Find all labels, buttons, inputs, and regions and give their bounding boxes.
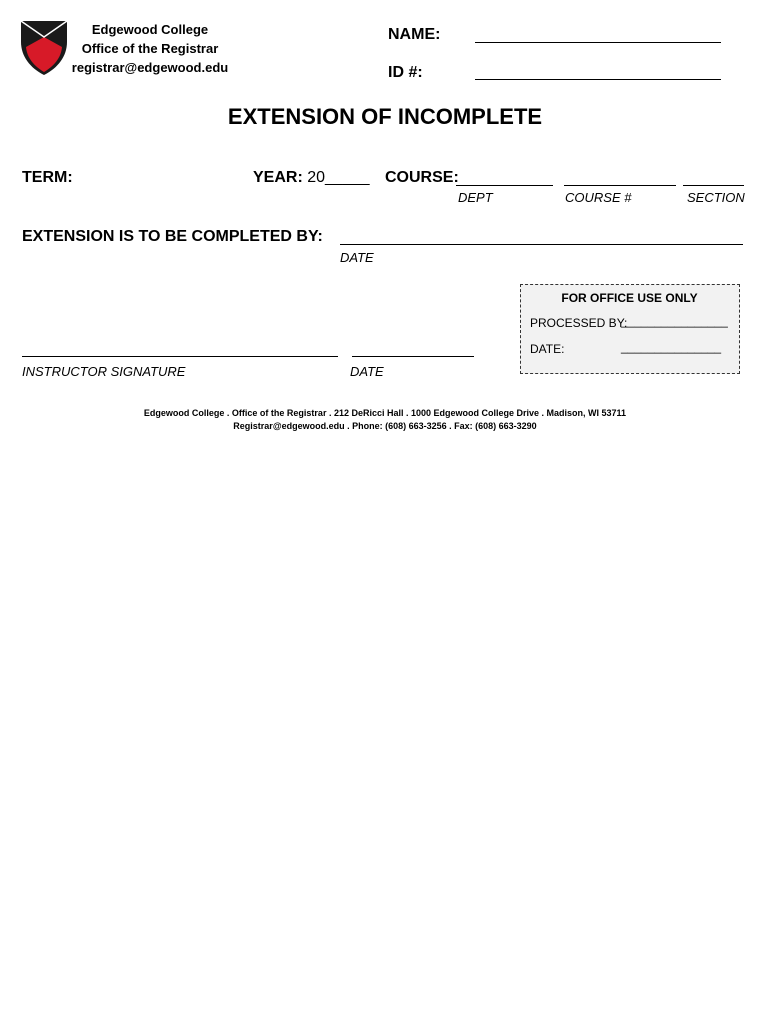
completed-by-date-field[interactable] xyxy=(340,244,743,245)
name-label: NAME: xyxy=(388,26,441,43)
office-date-label: DATE: xyxy=(530,342,565,356)
signature-date-caption: DATE xyxy=(350,364,384,379)
id-field[interactable] xyxy=(475,79,721,80)
year-blank: _____ xyxy=(325,169,370,186)
completed-by-label: EXTENSION IS TO BE COMPLETED BY: xyxy=(22,228,323,245)
section-field[interactable] xyxy=(683,185,744,186)
dept-caption: DEPT xyxy=(458,190,493,205)
office-use-box xyxy=(520,284,740,374)
course-label: COURSE: xyxy=(385,169,459,186)
year-field[interactable] xyxy=(253,169,370,187)
processed-by-field[interactable]: ________________ xyxy=(621,314,728,328)
instructor-signature-field[interactable] xyxy=(22,356,338,357)
signature-date-field[interactable] xyxy=(352,356,474,357)
id-label: ID #: xyxy=(388,64,423,81)
course-number-field[interactable] xyxy=(564,185,676,186)
completed-by-date-caption: DATE xyxy=(340,250,374,265)
office-date-field[interactable]: _______________ xyxy=(621,340,722,354)
dept-field[interactable] xyxy=(456,185,553,186)
footer-address: Edgewood College . Office of the Registrar . 212 DeRicci Hall . 1000 Edgewood College Drive . Madison, WI 53711 xyxy=(143,408,627,418)
office-name: Office of the Registrar xyxy=(81,41,219,56)
year-prefix: 20 xyxy=(307,169,326,186)
term-label: TERM: xyxy=(22,169,73,186)
name-field[interactable] xyxy=(475,42,721,43)
processed-by-label: PROCESSED BY: xyxy=(530,316,628,330)
office-email: registrar@edgewood.edu xyxy=(71,60,229,75)
form-title: EXTENSION OF INCOMPLETE xyxy=(227,104,543,129)
course-number-caption: COURSE # xyxy=(565,190,632,205)
college-name: Edgewood College xyxy=(91,22,209,37)
year-label: YEAR: xyxy=(253,169,303,186)
office-use-heading: FOR OFFICE USE ONLY xyxy=(561,291,698,305)
instructor-signature-caption: INSTRUCTOR SIGNATURE xyxy=(22,364,186,379)
college-header xyxy=(60,20,240,77)
section-caption: SECTION xyxy=(687,190,745,205)
footer-contact: Registrar@edgewood.edu . Phone: (608) 663-3256 . Fax: (608) 663-3290 xyxy=(233,421,537,431)
